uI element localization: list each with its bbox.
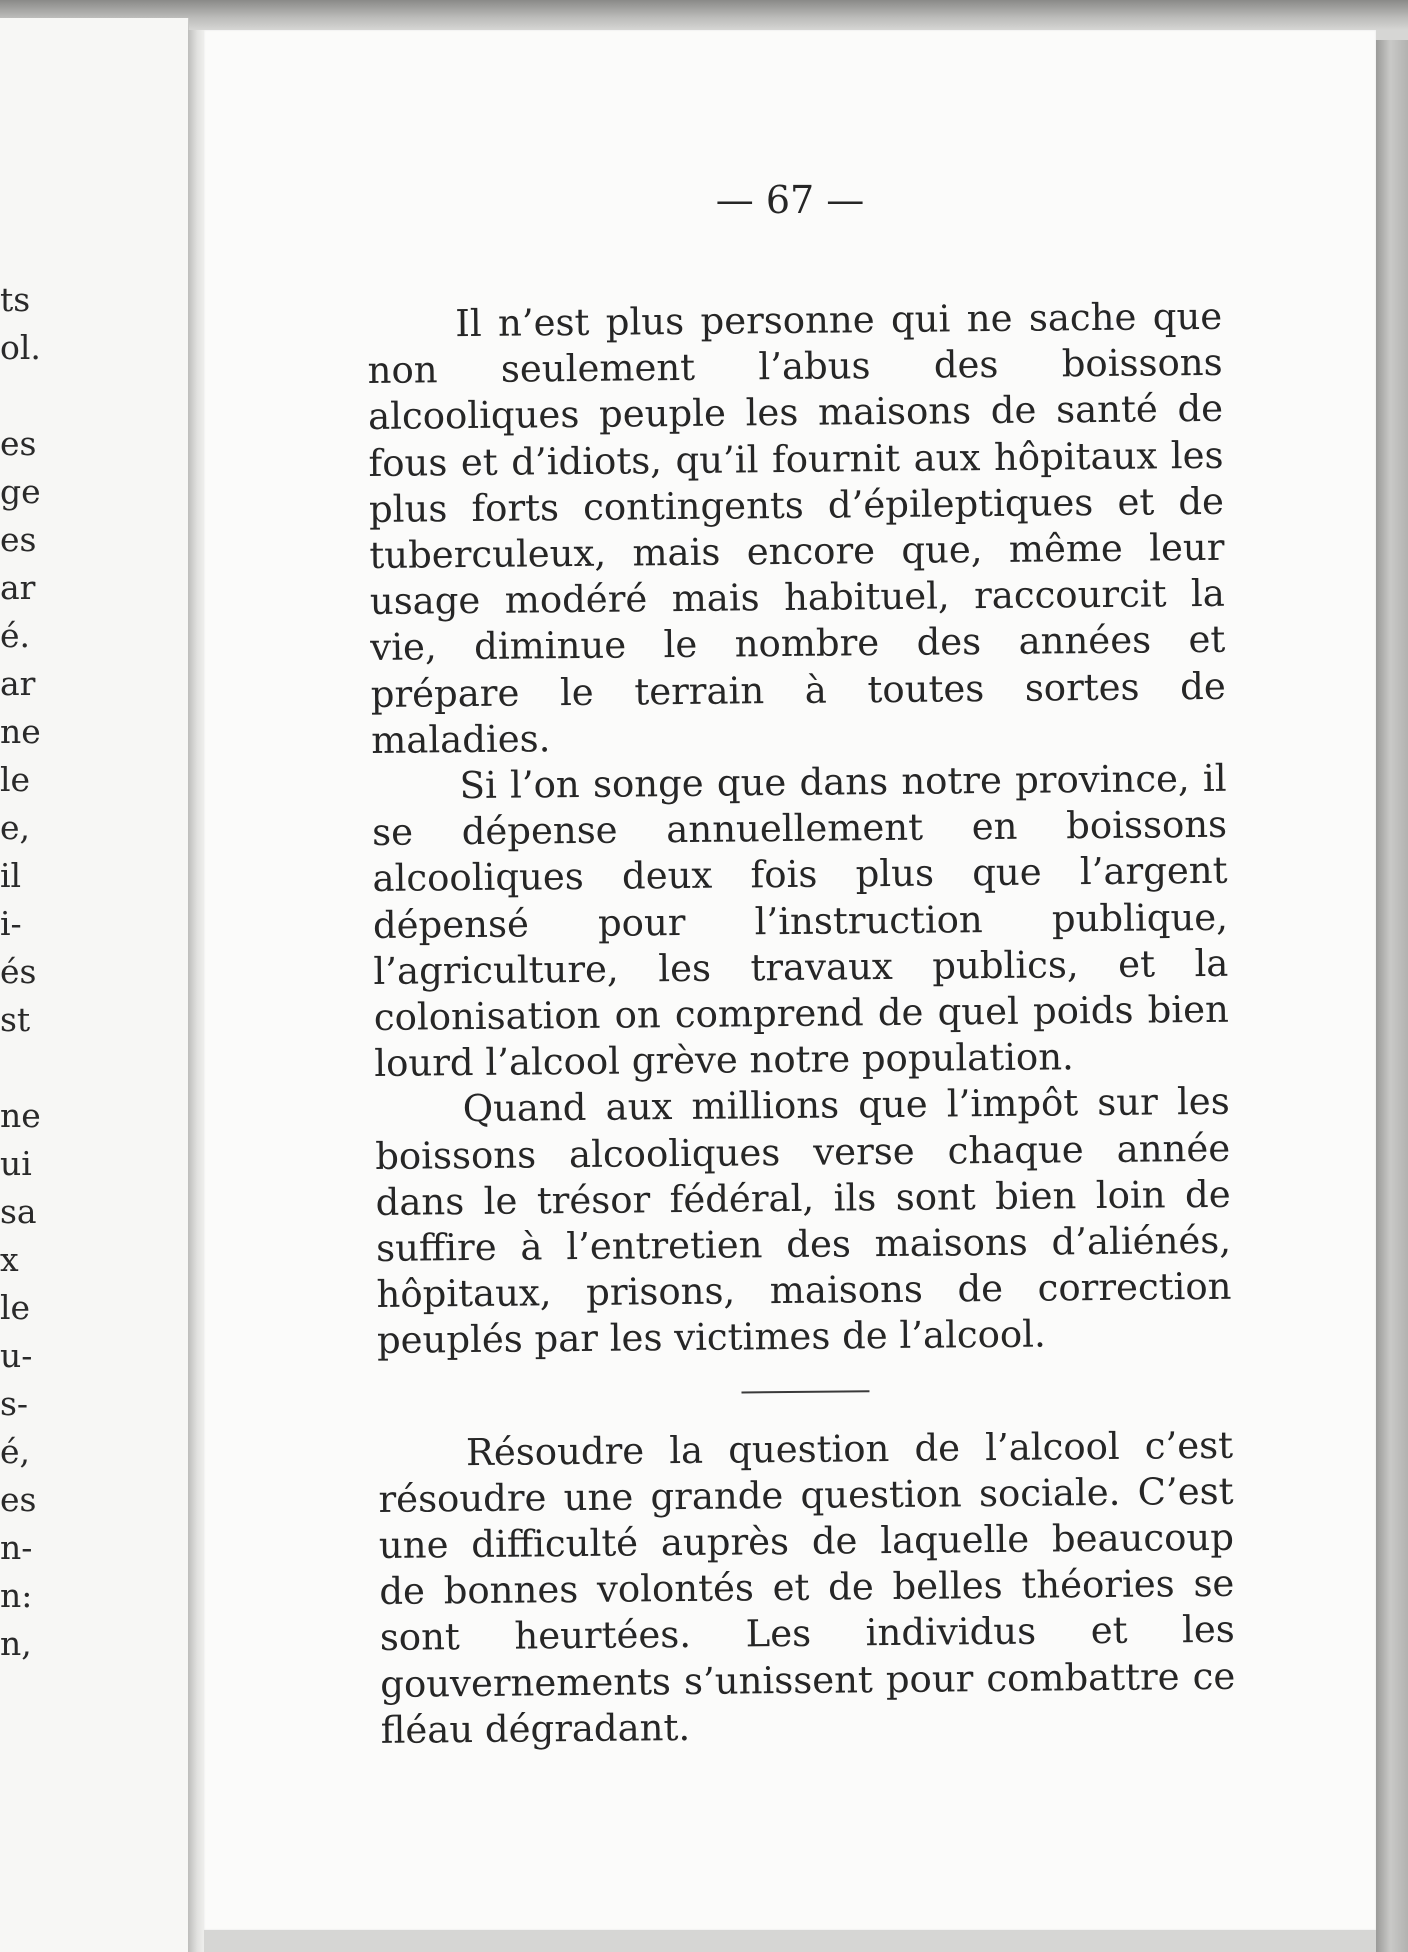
left-fragment-line: es [0,1480,37,1519]
left-fragment-line: x [0,1240,19,1279]
left-fragment-line [0,372,60,420]
left-fragment-line: es [0,520,37,559]
left-fragment-line: n, [0,1624,32,1663]
left-fragment-line: ol. [0,328,41,367]
left-fragment-line: ne [0,712,41,751]
scan-background-top [0,0,1408,30]
book-gutter [188,30,204,1952]
left-fragment-line: e, [0,808,31,847]
left-fragment-line: é. [0,616,31,655]
left-fragment-line: il [0,856,22,895]
left-fragment-line: es [0,424,37,463]
left-fragment-line: sa [0,1192,37,1231]
left-fragment-line: st [0,1000,31,1039]
left-fragment-line: ne [0,1096,41,1135]
right-page [204,30,1376,1930]
left-fragment-line: le [0,760,31,799]
left-fragment-line: ui [0,1144,32,1183]
body-text [367,294,1236,1754]
left-fragment-line: n: [0,1576,33,1615]
left-fragment-line: ar [0,568,36,607]
left-fragment-line: s- [0,1384,29,1423]
left-fragment-line: és [0,952,37,991]
left-fragment-line: u- [0,1336,33,1375]
left-fragment-line: n- [0,1528,33,1567]
page-edges [1376,40,1408,1952]
left-fragment-line [0,1044,60,1092]
paragraph: Résoudre la question de l’alcool c’est résoudre une grande question sociale. C’est une difficulté auprès de laquelle beaucoup de bonnes volontés et de belles théories se sont heurtées. Les individus et les gouvernements s’unissent pour combattre ce fléau dégradant. [378,1423,1236,1752]
left-page [0,18,189,1952]
paragraph: Il n’est plus personne qui ne sache que non seulement l’abus des boissons alcooliques peuple les maisons de santé de fous et d’idiots, qu’il fournit aux hôpitaux les plus forts contingents d’épileptiques et de tuberculeux, mais encore que, même leur usage modéré mais habituel, raccourcit la vie, diminue le nombre des années et prépare le terrain à toutes sortes de maladies. [367,294,1226,762]
paragraph: Quand aux millions que l’impôt sur les boissons alcooliques verse chaque année dans le trésor fédéral, ils sont bien loin de suffire à l’entretien des maisons d’aliénés, hôpitaux, prisons, maisons de correction peuplés par les victimes de l’alcool. [374,1080,1232,1363]
left-fragment-line: ts [0,280,31,319]
section-separator-rule [741,1390,869,1393]
left-fragment-line: i- [0,904,22,943]
left-page-text-fragments [0,276,60,1668]
left-fragment-line: le [0,1288,31,1327]
paragraph: Si l’on songe que dans notre province, il se dépense annuellement en boissons alcooliques deux fois plus que l’argent dépensé pour l’instruction publique, l’agriculture, les travaux publics, et la colonisation on comprend de quel poids bien lourd l’alcool grève notre population. [371,756,1230,1086]
left-fragment-line: é, [0,1432,31,1471]
left-fragment-line: ge [0,472,41,511]
left-fragment-line: ar [0,664,36,703]
page-number: — 67 — [715,178,865,222]
